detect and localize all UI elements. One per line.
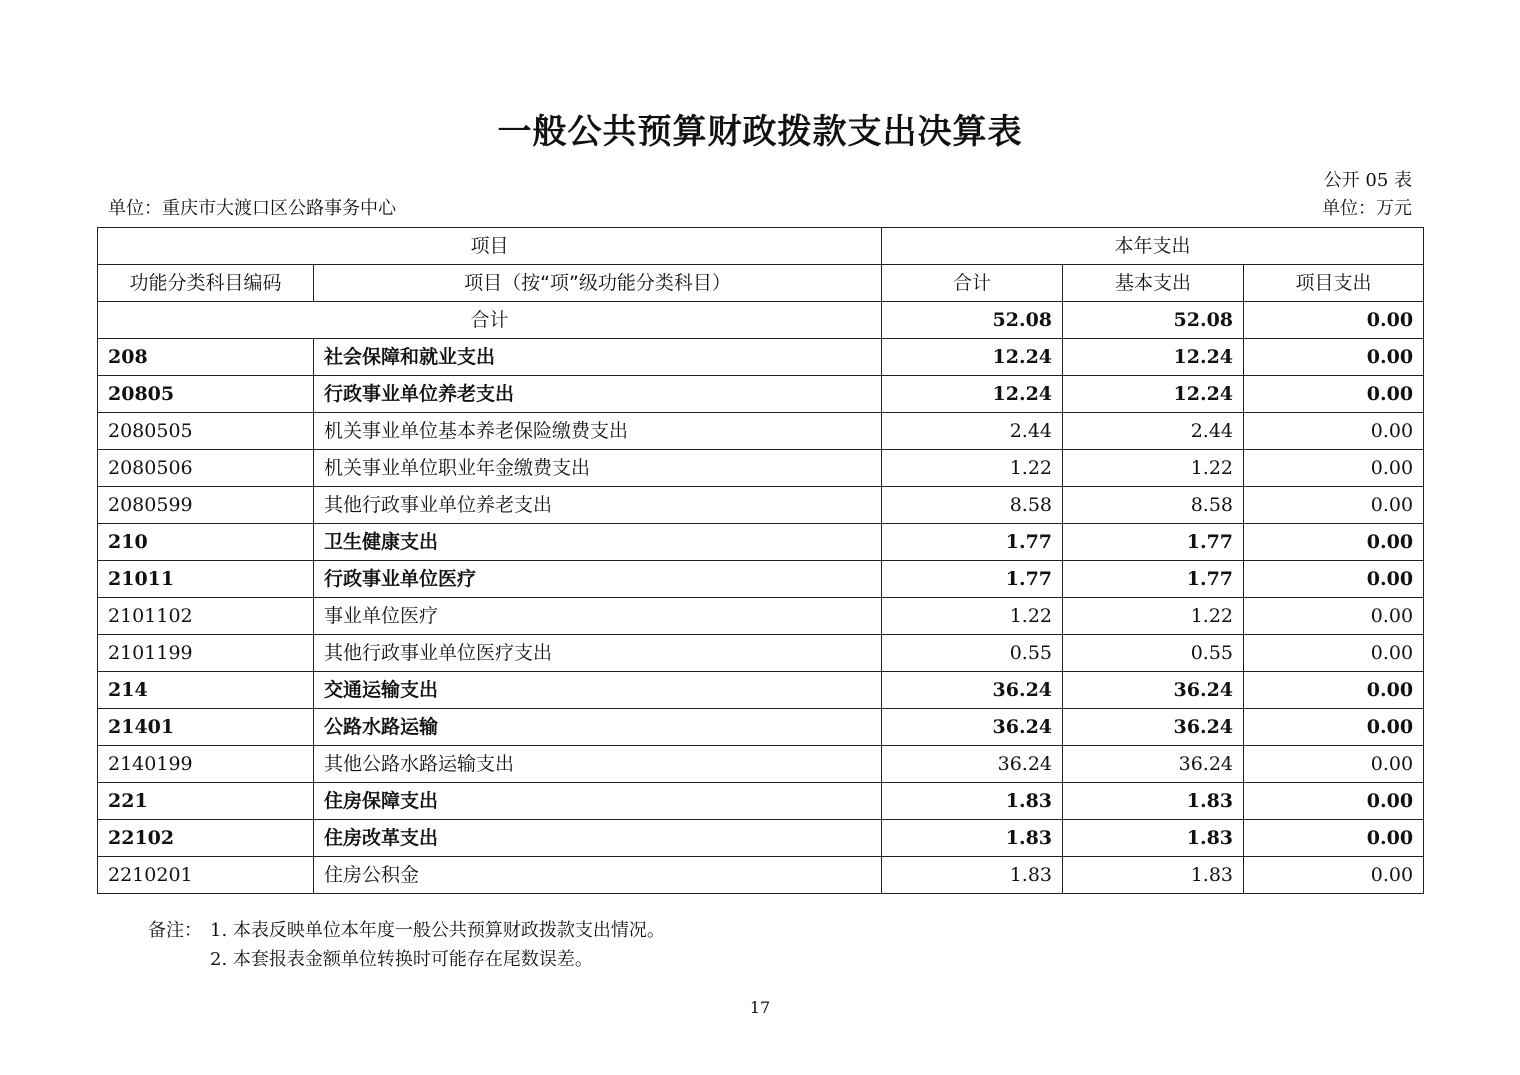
- row-project: 0.00: [1244, 635, 1424, 672]
- header-name: 项目（按“项”级功能分类科目）: [314, 265, 882, 302]
- row-project: 0.00: [1244, 672, 1424, 709]
- table-row: [98, 376, 1424, 413]
- row-total: 12.24: [882, 339, 1063, 376]
- row-code: 214: [98, 672, 314, 709]
- row-name: 行政事业单位养老支出: [314, 376, 882, 413]
- table-row: [98, 561, 1424, 598]
- expenditure-table: [97, 227, 1424, 894]
- row-code: 2080599: [98, 487, 314, 524]
- row-name: 住房改革支出: [314, 820, 882, 857]
- row-basic: 36.24: [1063, 746, 1244, 783]
- row-total: 1.77: [882, 524, 1063, 561]
- row-total: 1.22: [882, 450, 1063, 487]
- row-project: 0.00: [1244, 376, 1424, 413]
- row-name: 事业单位医疗: [314, 598, 882, 635]
- page-number: 17: [749, 998, 771, 1017]
- table-row: [98, 635, 1424, 672]
- row-code: 21401: [98, 709, 314, 746]
- total-sum: 52.08: [882, 302, 1063, 339]
- row-basic: 1.22: [1063, 450, 1244, 487]
- row-name: 社会保障和就业支出: [314, 339, 882, 376]
- header-basic: 基本支出: [1063, 265, 1244, 302]
- header-spend-group: 本年支出: [882, 228, 1424, 265]
- row-code: 22102: [98, 820, 314, 857]
- row-basic: 1.83: [1063, 820, 1244, 857]
- row-total: 36.24: [882, 709, 1063, 746]
- row-basic: 1.83: [1063, 783, 1244, 820]
- row-name: 其他公路水路运输支出: [314, 746, 882, 783]
- row-code: 221: [98, 783, 314, 820]
- row-basic: 8.58: [1063, 487, 1244, 524]
- row-name: 卫生健康支出: [314, 524, 882, 561]
- table-row: [98, 820, 1424, 857]
- table-row: [98, 339, 1424, 376]
- row-code: 208: [98, 339, 314, 376]
- row-basic: 0.55: [1063, 635, 1244, 672]
- row-code: 2101102: [98, 598, 314, 635]
- row-total: 36.24: [882, 672, 1063, 709]
- note-1: 1. 本表反映单位本年度一般公共预算财政拨款支出情况。: [210, 920, 665, 941]
- row-name: 公路水路运输: [314, 709, 882, 746]
- row-total: 0.55: [882, 635, 1063, 672]
- total-basic: 52.08: [1063, 302, 1244, 339]
- row-basic: 36.24: [1063, 672, 1244, 709]
- header-item-group: 项目: [98, 228, 882, 265]
- row-project: 0.00: [1244, 413, 1424, 450]
- notes-lead: 备注：: [148, 920, 202, 941]
- row-basic: 36.24: [1063, 709, 1244, 746]
- table-row: [98, 857, 1424, 894]
- table-row: [98, 598, 1424, 635]
- total-row: [98, 302, 1424, 339]
- row-code: 210: [98, 524, 314, 561]
- row-basic: 12.24: [1063, 376, 1244, 413]
- row-total: 1.83: [882, 783, 1063, 820]
- row-code: 2080506: [98, 450, 314, 487]
- unit-currency: 单位：万元: [1322, 198, 1412, 219]
- table-row: [98, 524, 1424, 561]
- note-2: 2. 本套报表金额单位转换时可能存在尾数误差。: [210, 949, 593, 970]
- row-name: 交通运输支出: [314, 672, 882, 709]
- row-name: 住房公积金: [314, 857, 882, 894]
- table-number: 公开 05 表: [1323, 170, 1412, 191]
- page-title: 一般公共预算财政拨款支出决算表: [497, 112, 1023, 152]
- unit-organization: 单位：重庆市大渡口区公路事务中心: [108, 198, 396, 219]
- row-basic: 1.77: [1063, 524, 1244, 561]
- row-project: 0.00: [1244, 339, 1424, 376]
- row-basic: 12.24: [1063, 339, 1244, 376]
- table-row: [98, 709, 1424, 746]
- header-code: 功能分类科目编码: [98, 265, 314, 302]
- table-row: [98, 450, 1424, 487]
- row-basic: 2.44: [1063, 413, 1244, 450]
- row-name: 机关事业单位职业年金缴费支出: [314, 450, 882, 487]
- total-label: 合计: [98, 302, 882, 339]
- row-total: 1.83: [882, 857, 1063, 894]
- row-basic: 1.22: [1063, 598, 1244, 635]
- row-code: 21011: [98, 561, 314, 598]
- row-code: 2080505: [98, 413, 314, 450]
- table-row: [98, 746, 1424, 783]
- row-project: 0.00: [1244, 524, 1424, 561]
- row-total: 1.83: [882, 820, 1063, 857]
- table-row: [98, 413, 1424, 450]
- row-code: 2101199: [98, 635, 314, 672]
- header-total: 合计: [882, 265, 1063, 302]
- row-project: 0.00: [1244, 487, 1424, 524]
- header-row-group: [98, 228, 1424, 265]
- row-total: 1.22: [882, 598, 1063, 635]
- row-project: 0.00: [1244, 746, 1424, 783]
- row-total: 36.24: [882, 746, 1063, 783]
- row-project: 0.00: [1244, 450, 1424, 487]
- table-row: [98, 672, 1424, 709]
- row-total: 1.77: [882, 561, 1063, 598]
- row-name: 行政事业单位医疗: [314, 561, 882, 598]
- row-code: 2210201: [98, 857, 314, 894]
- row-project: 0.00: [1244, 820, 1424, 857]
- row-project: 0.00: [1244, 709, 1424, 746]
- row-code: 2140199: [98, 746, 314, 783]
- row-basic: 1.83: [1063, 857, 1244, 894]
- row-name: 机关事业单位基本养老保险缴费支出: [314, 413, 882, 450]
- row-project: 0.00: [1244, 783, 1424, 820]
- row-code: 20805: [98, 376, 314, 413]
- total-project: 0.00: [1244, 302, 1424, 339]
- row-total: 2.44: [882, 413, 1063, 450]
- row-project: 0.00: [1244, 561, 1424, 598]
- row-name: 其他行政事业单位养老支出: [314, 487, 882, 524]
- row-name: 住房保障支出: [314, 783, 882, 820]
- row-project: 0.00: [1244, 857, 1424, 894]
- table-row: [98, 487, 1424, 524]
- header-project: 项目支出: [1244, 265, 1424, 302]
- row-basic: 1.77: [1063, 561, 1244, 598]
- row-project: 0.00: [1244, 598, 1424, 635]
- table-row: [98, 783, 1424, 820]
- row-name: 其他行政事业单位医疗支出: [314, 635, 882, 672]
- row-total: 8.58: [882, 487, 1063, 524]
- row-total: 12.24: [882, 376, 1063, 413]
- notes: [148, 916, 665, 974]
- header-row-columns: [98, 265, 1424, 302]
